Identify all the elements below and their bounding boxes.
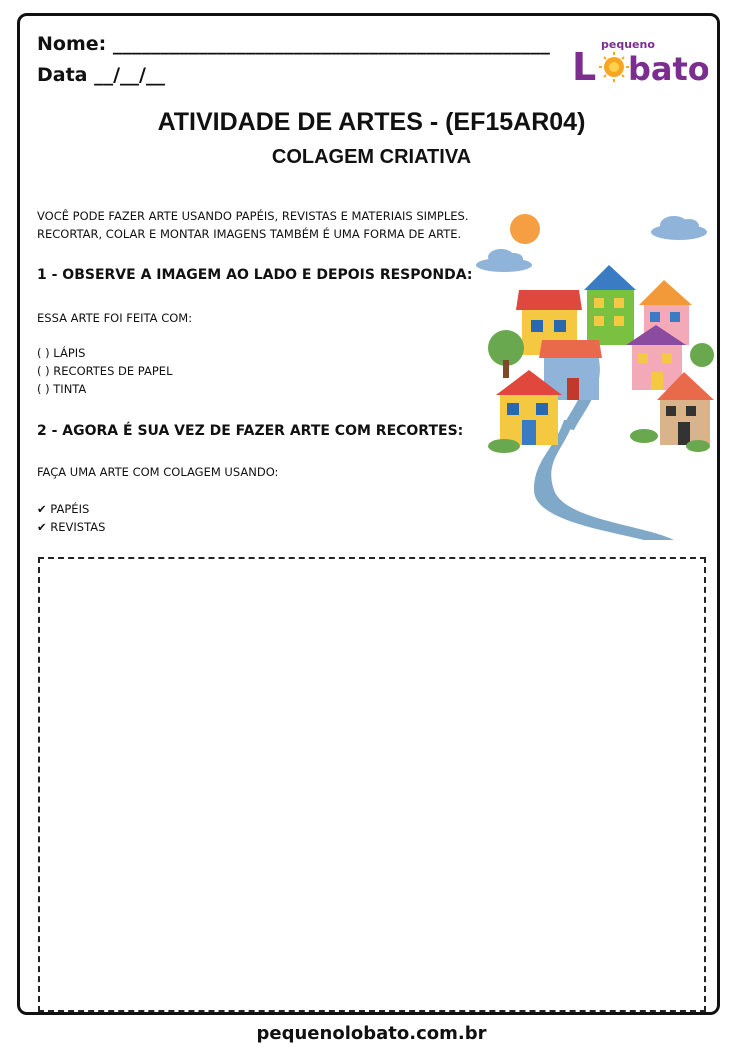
logo-l: L <box>572 45 597 89</box>
intro-line-2: RECORTAR, COLAR E MONTAR IMAGENS TAMBÉM É UMA FORMA DE ARTE. <box>37 227 462 241</box>
sun-icon <box>510 214 540 244</box>
checklist-label: REVISTAS <box>50 520 106 534</box>
option-tinta[interactable]: ( ) TINTA <box>37 382 87 396</box>
tree-icon <box>690 343 714 367</box>
logo-small-text: pequeno <box>601 38 655 51</box>
option-lapis[interactable]: ( ) LÁPIS <box>37 346 86 360</box>
name-field[interactable] <box>37 33 550 55</box>
date-field[interactable]: Data __/__/__ <box>37 64 165 86</box>
page-title: ATIVIDADE DE ARTES - (EF15AR04) <box>157 108 586 136</box>
tree-icon <box>488 330 524 378</box>
question-2-prompt: FAÇA UMA ARTE COM COLAGEM USANDO: <box>37 465 279 479</box>
sun-icon <box>599 52 629 82</box>
checklist-label: PAPÉIS <box>50 502 90 516</box>
footer-url: pequenolobato.com.br <box>256 1023 487 1044</box>
question-2-title: 2 - AGORA É SUA VEZ DE FAZER ARTE COM RECORTES: <box>37 423 464 439</box>
question-1-prompt: ESSA ARTE FOI FEITA COM: <box>37 311 193 325</box>
cloud-icon <box>651 216 707 240</box>
check-icon: ✔ <box>37 520 47 534</box>
cloud-icon <box>476 249 532 272</box>
intro-line-1: VOCÊ PODE FAZER ARTE USANDO PAPÉIS, REVISTAS E MATERIAIS SIMPLES. <box>37 209 469 223</box>
question-1-title: 1 - OBSERVE A IMAGEM AO LADO E DEPOIS RESPONDA: <box>37 267 473 283</box>
collage-city-illustration <box>474 210 720 546</box>
checklist-item-revistas <box>37 518 105 536</box>
pequeno-lobato-logo <box>568 34 708 90</box>
page-subtitle: COLAGEM CRIATIVA <box>271 146 472 168</box>
name-line: ______________________________________________ <box>112 33 550 55</box>
logo-rest: bato <box>628 50 708 88</box>
check-icon: ✔ <box>37 502 47 516</box>
name-label: Nome: <box>37 33 113 55</box>
drawing-area[interactable] <box>38 557 706 1012</box>
house <box>584 265 636 345</box>
checklist-item-papeis <box>37 500 89 518</box>
option-recortes[interactable]: ( ) RECORTES DE PAPEL <box>37 364 173 378</box>
